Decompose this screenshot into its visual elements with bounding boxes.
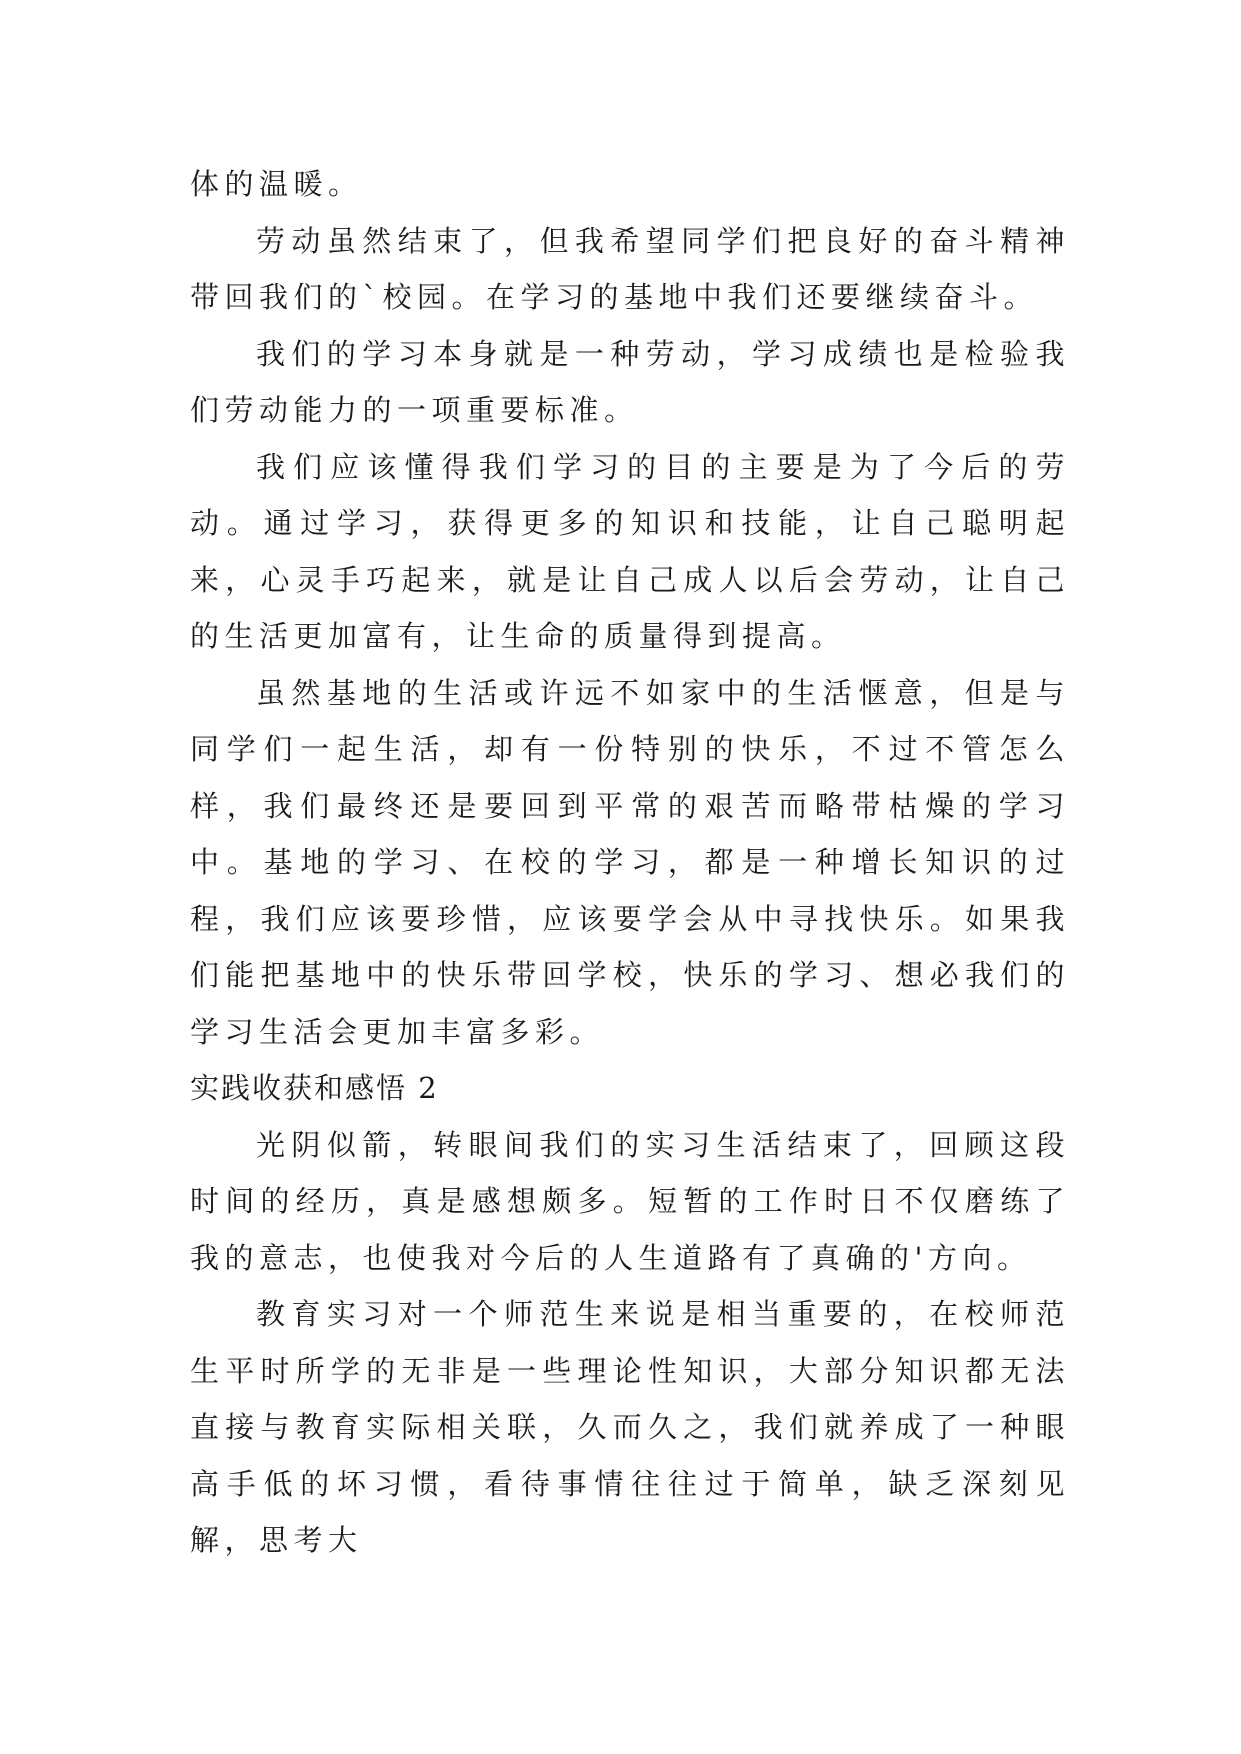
- section-paragraph-1: 光阴似箭，转眼间我们的实习生活结束了，回顾这段时间的经历，真是感想颇多。短暂的工作时日不仅磨练了我的意志，也使我对今后的人生道路有了真确的'方向。: [190, 1127, 1070, 1275]
- paragraph-4: 我们应该懂得我们学习的目的主要是为了今后的劳动。通过学习，获得更多的知识和技能，让自己聪明起来，心灵手巧起来，就是让自己成人以后会劳动，让自己的生活更加富有，让生命的质量得到提高。: [190, 449, 1070, 653]
- paragraph-1: 体的温暖。: [190, 167, 363, 201]
- paragraph-3: 我们的学习本身就是一种劳动，学习成绩也是检验我们劳动能力的一项重要标准。: [190, 336, 1070, 427]
- document-body: [190, 156, 1070, 1569]
- paragraph-5: 虽然基地的生活或许远不如家中的生活惬意，但是与同学们一起生活，却有一份特别的快乐，不过不管怎么样，我们最终还是要回到平常的艰苦而略带枯燥的学习中。基地的学习、在校的学习，都是一种增长知识的过程，我们应该要珍惜，应该要学会从中寻找快乐。如果我们能把基地中的快乐带回学校，快乐的学习、想必我们的学习生活会更加丰富多彩。: [190, 675, 1070, 1049]
- section-paragraph-2: 教育实习对一个师范生来说是相当重要的，在校师范生平时所学的无非是一些理论性知识，大部分知识都无法直接与教育实际相关联，久而久之，我们就养成了一种眼高手低的坏习惯，看待事情往往过于简单，缺乏深刻见解，思考大: [190, 1297, 1070, 1557]
- paragraph-2: 劳动虽然结束了，但我希望同学们把良好的奋斗精神带回我们的`校园。在学习的基地中我们还要继续奋斗。: [190, 223, 1070, 314]
- section-heading: 实践收获和感悟 2: [190, 1071, 439, 1105]
